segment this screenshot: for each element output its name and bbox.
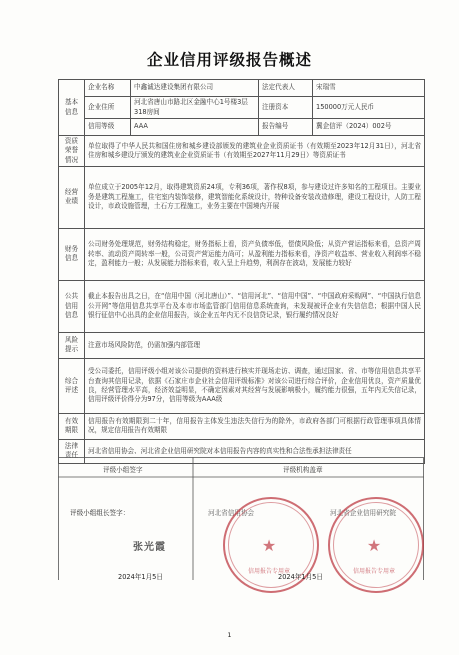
risk-text: 注意市场风险防范，仍需加强内部管理 [85,332,425,358]
capital-value: 150000万元人民币 [313,97,425,119]
address-value: 河北省唐山市路北区金融中心1号楼3层318房间 [131,97,259,119]
public-credit-label: 公共信用信息 [59,280,85,332]
qualification-label: 资质荣誉情况 [59,136,85,167]
right-head: 评级机构盖章 [283,466,323,474]
finance-text: 公司财务处理规范，财务结构稳定，财务指标上看，资产负债率低，偿债风险低；从资产营运指标来看，总资产周转率、流动资产周转率一般，公司资产营运能力尚可；从盈利能力指标来看，净资产收益率、营业收入利润率不稳定，盈利能力一般；从发展能力指标来看，收入呈上升趋势，利润存在波动，发展能力较好 [85,228,425,280]
company-name-value: 中鑫诚达建设集团有限公司 [131,80,259,97]
left-head: 评级小组签字 [103,466,143,474]
report-no-value: 冀企信评（2024）002号 [313,119,425,136]
summary-label: 综合评述 [59,358,85,413]
report-no-label: 报告编号 [259,119,313,136]
institute-name: 河北省企业信用研究院 [330,509,396,517]
basic-info-label: 基本信息 [59,80,85,136]
business-label: 经营业绩 [59,166,85,228]
business-text: 单位成立于2005年12月，取得建筑资质24项，专利36项，著作权8项，参与建设过许多知名的工程项目。主要业务是建筑工程施工，住宅室内装饰装修，建筑智能化系统设计，特种设备安装改造修理，建设工程设计，人防工程设计，市政设施管理，土石方工程施工，业务主要在中国境内开展 [85,166,425,228]
page-number: 1 [227,631,232,639]
summary-text: 受公司委托，信用评级小组对该公司提供的资料进行核实并现场走访、调查，通过国家、省、市等信用信息共享平台查询其信用记录，依据《石家庄市企业社会信用评级标准》对该公司进行综合评价，企业信用优良，资产质量优良，经营管理水平高，经济效益明显，不确定因素对其经营与发展影响极小，履约能力很强，五年内无失信记录，信用评级评价得分为97分，信用等级为AAA级 [85,358,425,413]
company-name-label: 企业名称 [85,80,131,97]
signature-area [58,466,424,600]
finance-label: 财务信息 [59,228,85,280]
address-label: 企业住所 [85,97,131,119]
legal-label: 法律责任 [59,439,85,463]
page-title: 企业信用评级报告概述 [146,51,312,69]
svg-text:信用报告专用章: 信用报告专用章 [352,568,396,575]
svg-text:★: ★ [366,536,382,555]
legal-rep-value: 宋瑞雪 [313,80,425,97]
leader-sign-label: 评级小组组长签字： [70,509,130,517]
date-right: 2024年1月5日 [278,573,323,581]
handwritten-signature: 张光霞 [133,542,166,553]
grade-value: AAA [131,119,259,136]
date-left: 2024年1月5日 [118,573,163,581]
legal-rep-label: 法定代表人 [259,80,313,97]
legal-text: 河北省信用协会、河北省企业信用研究院对本信用报告内容的真实性和合法性承担法律责任 [85,439,425,463]
grade-label: 信用等级 [85,119,131,136]
risk-label: 风险提示 [59,332,85,358]
svg-text:★: ★ [261,536,277,555]
report-table [58,79,425,464]
svg-text:信用报告专用章: 信用报告专用章 [247,568,291,575]
institute-seal [328,497,424,593]
capital-label: 注册资本 [259,97,313,119]
qualification-text: 单位取得了中华人民共和国住房和城乡建设部颁发的建筑业企业资质证书（有效期至2023年12月31日），河北省住房和城乡建设厅颁发的建筑业企业资质证书（有效期至2027年11月29日）等资质证书 [85,136,425,167]
validity-label: 有效期限 [59,413,85,439]
public-credit-text: 截止本报告出具之日，在“信用中国（河北唐山）”、“信用河北”、“信用中国”、“中国政府采购网”、“中国执行信息公开网”等信用信息共享平台及本市市场监管部门信用信息系统查询，未发现被评企业有失信信息；根据中国人民银行征信中心出具的企业信用报告，该企业五年内无不良信贷记录，银行履约情况良好 [85,280,425,332]
association-name: 河北省信用协会 [208,509,255,517]
validity-text: 信用报告有效期限到二十年，信用报告主体发生违法失信行为的除外，市政府各部门可根据行政管理事项具体情况，规定信用报告有效期限 [85,413,425,439]
